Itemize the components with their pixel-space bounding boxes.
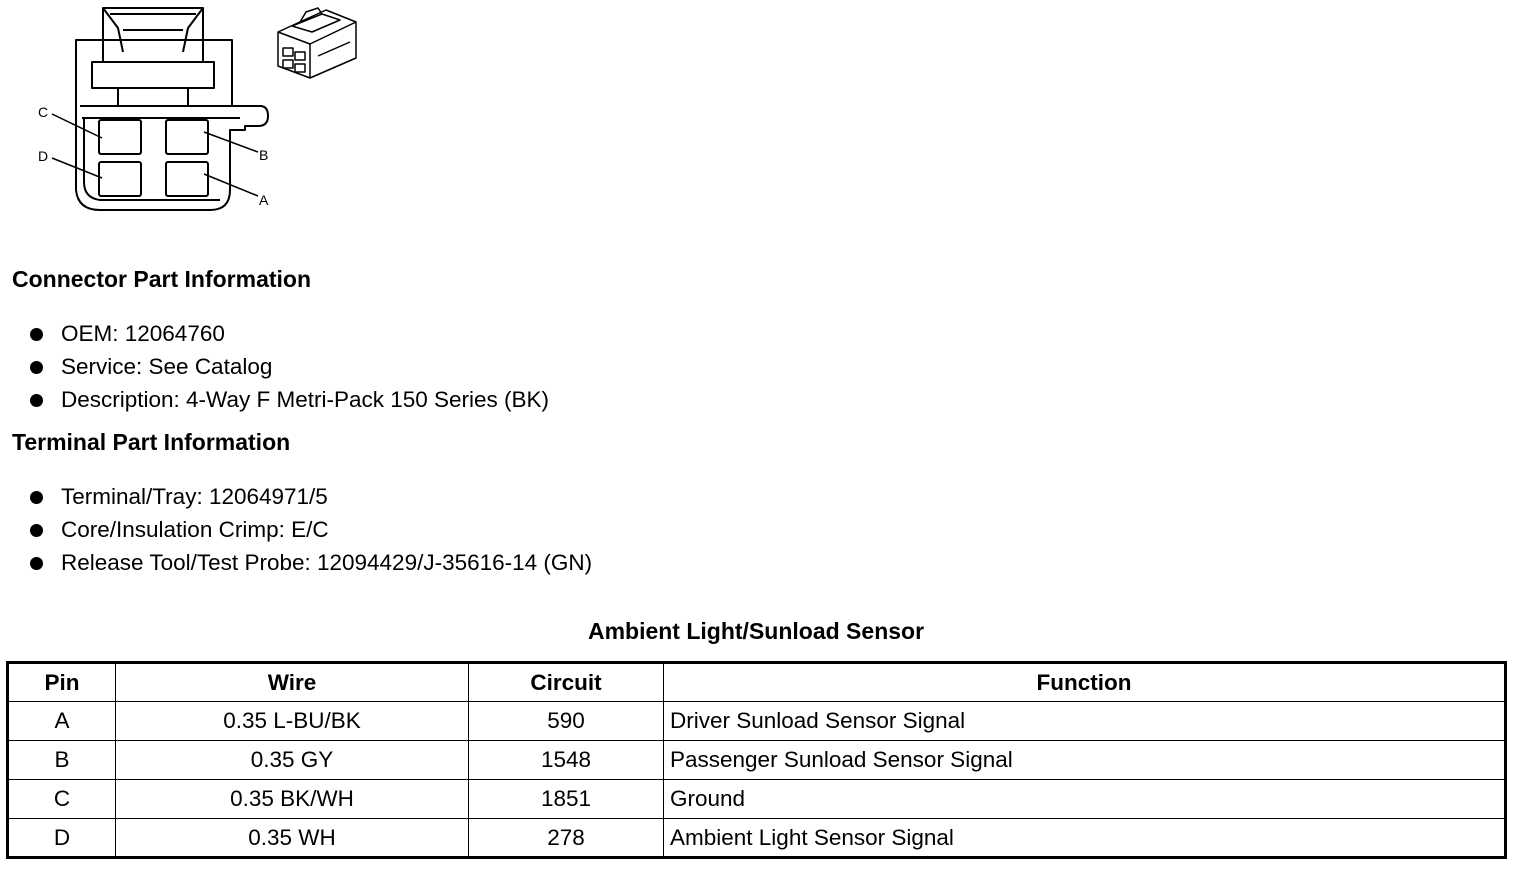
connector-isometric-view [278, 8, 356, 78]
header-wire: Wire [116, 663, 469, 702]
cell-wire: 0.35 BK/WH [116, 780, 469, 819]
cell-circuit: 278 [469, 819, 664, 858]
pin-label-a: A [259, 192, 269, 208]
terminal-info-list [30, 480, 592, 579]
service-text: Service: See Catalog [61, 354, 273, 379]
connector-face-diagram [0, 0, 380, 225]
table-header-row [8, 663, 1506, 702]
crimp-text: Core/Insulation Crimp: E/C [61, 517, 329, 542]
cell-function: Ambient Light Sensor Signal [664, 819, 1506, 858]
list-item [30, 350, 549, 383]
terminal-tray-text: Terminal/Tray: 12064971/5 [61, 484, 328, 509]
cell-wire: 0.35 WH [116, 819, 469, 858]
header-function: Function [664, 663, 1506, 702]
cell-circuit: 1548 [469, 741, 664, 780]
table-title: Ambient Light/Sunload Sensor [587, 618, 925, 644]
connector-shell [76, 40, 268, 210]
oem-text: OEM: 12064760 [61, 321, 225, 346]
release-tool-text: Release Tool/Test Probe: 12094429/J-35616-14 (GN) [61, 550, 593, 575]
connector-info-heading: Connector Part Information [12, 266, 312, 292]
table-row [8, 702, 1506, 741]
list-item [30, 546, 592, 579]
cell-function: Driver Sunload Sensor Signal [664, 702, 1506, 741]
cell-circuit: 1851 [469, 780, 664, 819]
pin-label-b: B [259, 147, 269, 163]
list-item [30, 317, 549, 350]
pinout-table [6, 661, 1507, 859]
terminal-info-heading: Terminal Part Information [12, 429, 291, 455]
table-row [8, 780, 1506, 819]
cell-pin: C [8, 780, 116, 819]
cell-pin: D [8, 819, 116, 858]
cell-wire: 0.35 L-BU/BK [116, 702, 469, 741]
pin-label-d: D [38, 148, 49, 164]
cavity-c [99, 120, 141, 154]
connector-latch [103, 8, 203, 62]
description-text: Description: 4-Way F Metri-Pack 150 Series (BK) [61, 387, 550, 412]
cell-function: Passenger Sunload Sensor Signal [664, 741, 1506, 780]
cavity-d [99, 162, 141, 196]
connector-info-list [30, 317, 549, 416]
bullet-icon [30, 361, 43, 374]
table-row [8, 741, 1506, 780]
cell-circuit: 590 [469, 702, 664, 741]
cell-function: Ground [664, 780, 1506, 819]
cell-pin: B [8, 741, 116, 780]
cell-pin: A [8, 702, 116, 741]
table-row [8, 819, 1506, 858]
header-circuit: Circuit [469, 663, 664, 702]
bullet-icon [30, 524, 43, 537]
list-item [30, 480, 592, 513]
list-item [30, 383, 549, 416]
header-pin: Pin [8, 663, 116, 702]
list-item [30, 513, 592, 546]
pin-label-c: C [38, 104, 49, 120]
cavity-a [166, 162, 208, 196]
bullet-icon [30, 328, 43, 341]
bullet-icon [30, 557, 43, 570]
bullet-icon [30, 394, 43, 407]
bullet-icon [30, 491, 43, 504]
cavity-b [166, 120, 208, 154]
cell-wire: 0.35 GY [116, 741, 469, 780]
